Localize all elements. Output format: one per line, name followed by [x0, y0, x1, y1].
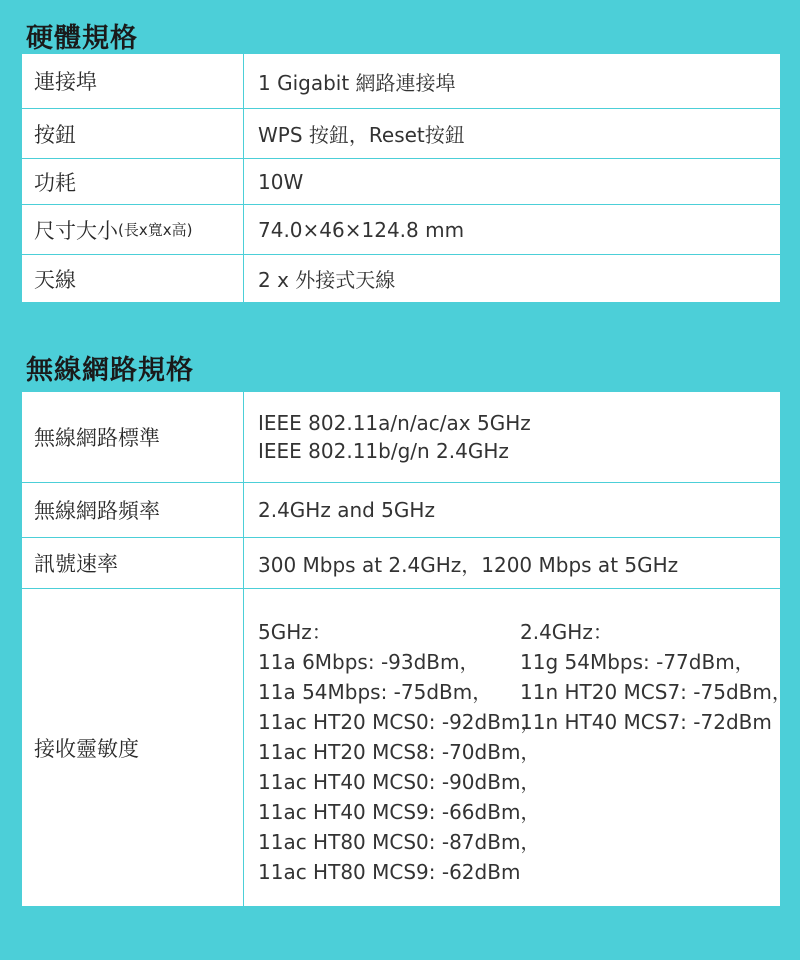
row-label: 按鈕 [22, 109, 244, 158]
row-value: 300 Mbps at 2.4GHz，1200 Mbps at 5GHz [258, 552, 679, 577]
sensitivity-line: 11n HT20 MCS7: -75dBm， [520, 680, 792, 704]
table-row [22, 158, 780, 204]
row-label: 功耗 [22, 159, 244, 204]
row-value: 74.0×46×124.8 mm [258, 217, 465, 242]
row-label [22, 205, 244, 254]
row-value: WPS 按鈕，Reset按鈕 [258, 123, 465, 147]
sensitivity-line: 11a 6Mbps: -93dBm， [258, 650, 480, 674]
table-row [22, 54, 780, 108]
row-label: 連接埠 [22, 54, 244, 108]
wireless-section-title: 無線網路規格 [26, 355, 194, 386]
sensitivity-5ghz-column [258, 617, 541, 887]
table-row [22, 108, 780, 158]
row-value: 2 x 外接式天線 [258, 268, 396, 292]
dimension-label: 尺寸大小 [34, 218, 118, 243]
table-row [22, 588, 792, 906]
sensitivity-line: 5GHz： [258, 620, 332, 644]
row-label: 無線網路標準 [22, 392, 244, 482]
row-value: 1 Gigabit 網路連接埠 [258, 70, 456, 95]
standard-line: IEEE 802.11b/g/n 2.4GHz [258, 439, 509, 463]
row-value [244, 392, 780, 482]
table-row [22, 482, 780, 537]
sensitivity-line: 11ac HT20 MCS8: -70dBm， [258, 740, 541, 764]
table-row [22, 204, 780, 254]
row-value: 2.4GHz and 5GHz [258, 498, 435, 522]
row-label: 天線 [22, 255, 244, 302]
hardware-spec-table [22, 54, 780, 302]
standard-line: IEEE 802.11a/n/ac/ax 5GHz [258, 411, 531, 435]
table-row [22, 392, 780, 482]
row-label: 無線網路頻率 [22, 483, 244, 537]
hardware-section-title: 硬體規格 [26, 23, 138, 54]
sensitivity-line: 11ac HT40 MCS9: -66dBm， [258, 800, 541, 824]
row-label: 接收靈敏度 [22, 589, 244, 906]
sensitivity-line: 2.4GHz： [520, 620, 613, 644]
sensitivity-line: 11a 54Mbps: -75dBm， [258, 680, 493, 704]
row-value: 10W [258, 169, 304, 194]
dimension-note: (長x寬x高) [118, 221, 193, 239]
sensitivity-list [258, 617, 792, 887]
sensitivity-24ghz-column [520, 617, 792, 887]
row-label: 訊號速率 [22, 538, 244, 588]
wireless-spec-table [22, 392, 792, 906]
sensitivity-line: 11g 54Mbps: -77dBm， [520, 650, 755, 674]
sensitivity-line: 11n HT40 MCS7: -72dBm [520, 710, 772, 734]
row-value [244, 589, 792, 906]
sensitivity-line: 11ac HT20 MCS0: -92dBm， [258, 710, 541, 734]
sensitivity-line: 11ac HT80 MCS0: -87dBm， [258, 830, 541, 854]
table-row [22, 254, 780, 302]
table-row [22, 537, 780, 588]
sensitivity-line: 11ac HT40 MCS0: -90dBm， [258, 770, 541, 794]
sensitivity-line: 11ac HT80 MCS9: -62dBm [258, 860, 521, 884]
